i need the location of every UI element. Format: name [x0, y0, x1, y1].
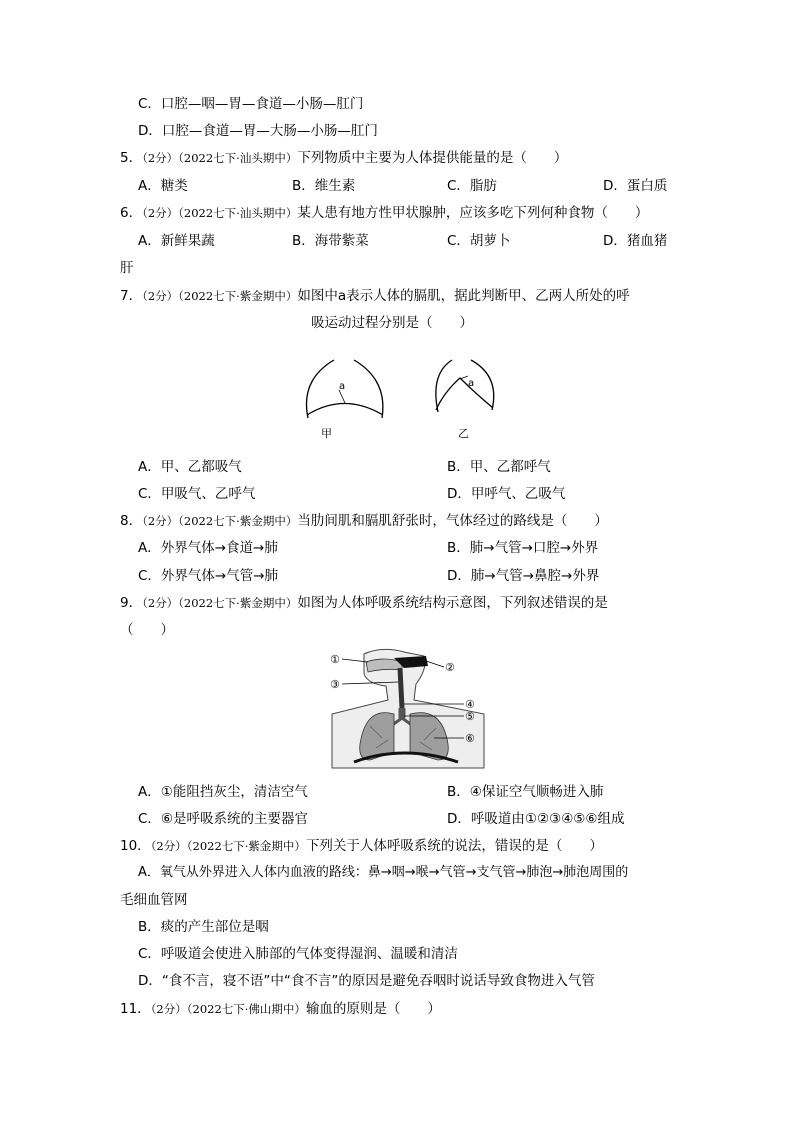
q6-option-c: C．胡萝卜 [447, 233, 511, 249]
q9-stem-line [120, 594, 608, 612]
label-2: ② [445, 661, 455, 674]
q10-stem: 下列关于人体呼吸系统的说法，错误的是（ ） [305, 838, 603, 854]
q5-option-c: C．脂肪 [447, 178, 497, 194]
q5-stem: 下列物质中主要为人体提供能量的是（ ） [297, 150, 568, 166]
q10-meta: （2分）（2022七下·紫金期中） [150, 839, 306, 853]
q7-option-c: C．甲吸气、乙呼气 [138, 486, 256, 502]
q11-meta: （2分）（2022七下·佛山期中） [150, 1002, 306, 1016]
q10-option-b: B．痰的产生部位是咽 [138, 919, 269, 935]
q10-option-d: D．“食不言，寝不语”中“食不言”的原因是避免吞咽时说话导致食物进入气管 [138, 973, 595, 989]
diagram-jia [306, 360, 383, 440]
label-3: ③ [330, 678, 340, 691]
q5-option-d: D．蛋白质 [603, 178, 668, 194]
q8-stem-line [120, 512, 608, 530]
q7-meta: （2分）（2022七下·紫金期中） [142, 289, 298, 303]
q5-option-b: B．维生素 [292, 178, 356, 194]
label-5: ⑤ [465, 710, 475, 723]
q9-option-c: C．⑥是呼吸系统的主要器官 [138, 811, 309, 827]
label-6: ⑥ [465, 732, 475, 745]
q10-option-a-wrap: 毛细血管网 [120, 892, 188, 908]
q9-meta: （2分）（2022七下·紫金期中） [142, 596, 298, 610]
q10-number: 10． [120, 838, 151, 854]
q6-option-b: B．海带紫菜 [292, 233, 369, 249]
q9-number: 9． [120, 595, 143, 611]
q8-stem: 当肋间肌和膈肌舒张时，气体经过的路线是（ ） [297, 513, 608, 529]
q11-number: 11． [120, 1001, 151, 1017]
q7-number: 7． [120, 288, 143, 304]
q6-stem: 某人患有地方性甲状腺肿，应该多吃下列何种食物（ ） [297, 205, 649, 221]
q9-option-b: B．④保证空气顺畅进入肺 [447, 784, 604, 800]
label-4: ④ [465, 698, 475, 711]
q8-option-a: A．外界气体→食道→肺 [138, 540, 278, 556]
q7-option-b: B．甲、乙都呼气 [447, 459, 551, 475]
q8-number: 8． [120, 513, 143, 529]
q6-number: 6． [120, 205, 143, 221]
q9-option-d: D．呼吸道由①②③④⑤⑥组成 [447, 811, 625, 827]
q4-option-d: D．口腔—食道—胃—大肠—小肠—肛门 [138, 123, 378, 139]
diagram-yi [436, 360, 494, 440]
q8-option-d: D．肺→气管→鼻腔→外界 [447, 568, 600, 584]
q5-number: 5． [120, 150, 143, 166]
label-yi: 乙 [458, 427, 469, 440]
q6-option-d-wrap: 肝 [120, 260, 134, 276]
q5-option-a: A．糖类 [138, 178, 188, 194]
label-1: ① [330, 653, 340, 666]
q10-stem-line [120, 837, 603, 855]
q9-stem-continued: （ ） [120, 622, 174, 638]
q5-stem-line [120, 149, 567, 167]
q6-option-d: D．猪血猪 [603, 233, 668, 249]
label-a-jia: a [339, 381, 346, 392]
q10-option-a: A．氧气从外界进入人体内血液的路线：鼻→咽→喉→气管→支气管→肺泡→肺泡周围的 [138, 865, 629, 880]
q7-option-a: A．甲、乙都吸气 [138, 459, 242, 475]
q11-stem-line [120, 1000, 441, 1018]
diaphragm-figure [296, 352, 506, 444]
q9-stem: 如图为人体呼吸系统结构示意图，下列叙述错误的是 [297, 595, 608, 611]
q10-option-c: C．呼吸道会使进入肺部的气体变得湿润、温暖和清洁 [138, 946, 458, 962]
label-jia: 甲 [321, 427, 332, 440]
q8-meta: （2分）（2022七下·紫金期中） [142, 514, 298, 528]
label-a-yi: a [468, 378, 475, 389]
diaphragm-line-jia [307, 404, 383, 416]
q8-option-c: C．外界气体→气管→肺 [138, 568, 279, 584]
q7-stem: 如图中a表示人体的膈肌，据此判断甲、乙两人所处的呼 [297, 288, 630, 304]
q9-option-a: A．①能阻挡灰尘，清洁空气 [138, 784, 308, 800]
q4-option-c: C．口腔—咽—胃—食道—小肠—肛门 [138, 96, 364, 112]
q7-stem-continued: 吸运动过程分别是（ ） [311, 315, 473, 331]
q6-stem-line [120, 204, 648, 222]
q8-option-b: B．肺→气管→口腔→外界 [447, 540, 599, 556]
q11-stem: 输血的原则是（ ） [305, 1001, 441, 1017]
q6-meta: （2分）（2022七下·汕头期中） [142, 206, 298, 220]
diaphragm-line-yi [436, 378, 493, 410]
respiratory-system-figure [324, 648, 492, 774]
q7-stem-line [120, 287, 630, 305]
q5-meta: （2分）（2022七下·汕头期中） [142, 151, 298, 165]
q7-option-d: D．甲呼气、乙吸气 [447, 486, 566, 502]
q6-option-a: A．新鲜果蔬 [138, 233, 215, 249]
